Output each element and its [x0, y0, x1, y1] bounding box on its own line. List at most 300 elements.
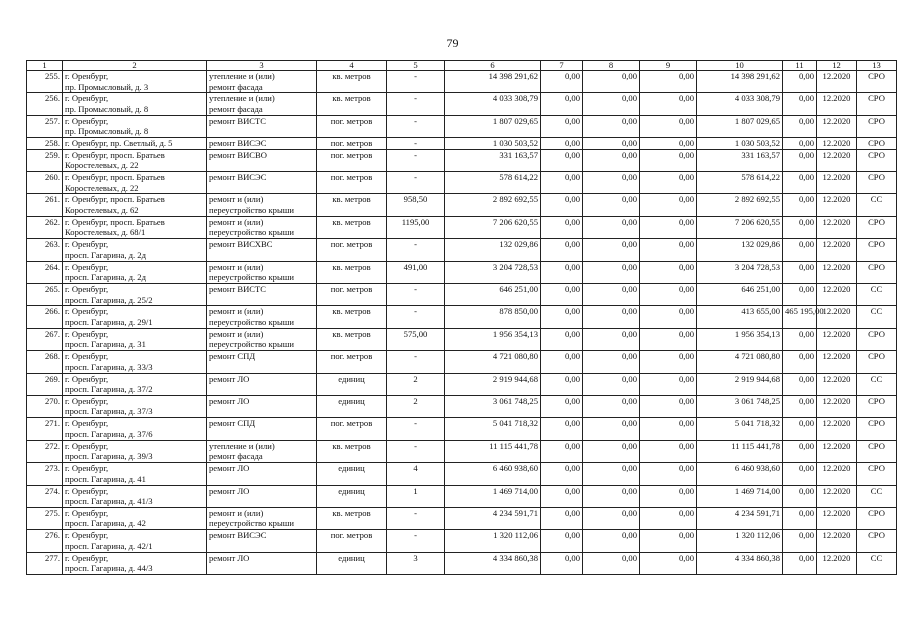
- quantity-cell: -: [387, 149, 445, 171]
- unit-cell: пог. метров: [317, 172, 387, 194]
- col9-cell: 0,00: [640, 93, 697, 115]
- total-cost-cell: 132 029,86: [445, 239, 541, 261]
- quantity-cell: -: [387, 530, 445, 552]
- col9-cell: 0,00: [640, 463, 697, 485]
- table-row: [27, 239, 897, 261]
- quantity-cell: 1: [387, 485, 445, 507]
- unit-cell: кв. метров: [317, 93, 387, 115]
- work-type-cell: [207, 306, 317, 328]
- col11-cell: 0,00: [783, 194, 817, 216]
- col10-cell: 1 320 112,06: [697, 530, 783, 552]
- work-type-cell: [207, 351, 317, 373]
- col7-cell: 0,00: [541, 172, 583, 194]
- work-type-cell: [207, 552, 317, 574]
- total-cost-cell: 646 251,00: [445, 284, 541, 306]
- method-cell: СРО: [857, 440, 897, 462]
- column-number-10: 10: [697, 61, 783, 71]
- col10-cell: 646 251,00: [697, 284, 783, 306]
- work-type-line-1: ремонт ЛО: [209, 552, 250, 563]
- col10-cell: 14 398 291,62: [697, 71, 783, 93]
- col11-cell: 0,00: [783, 172, 817, 194]
- table-body: [27, 61, 897, 575]
- deadline-cell: 12.2020: [817, 507, 857, 529]
- work-type-cell: [207, 485, 317, 507]
- total-cost-cell: 4 234 591,71: [445, 507, 541, 529]
- col10-cell: 4 033 308,79: [697, 93, 783, 115]
- column-number-8: 8: [583, 61, 640, 71]
- row-number: 262.: [27, 216, 63, 238]
- quantity-cell: 2: [387, 373, 445, 395]
- column-number-12: 12: [817, 61, 857, 71]
- quantity-cell: -: [387, 138, 445, 150]
- col10-cell: 4 234 591,71: [697, 507, 783, 529]
- work-type-line-1: ремонт и (или): [209, 261, 264, 272]
- address-line-1: г. Оренбург,: [65, 306, 109, 317]
- quantity-cell: 2: [387, 395, 445, 417]
- address-cell: [63, 373, 207, 395]
- method-cell: СРО: [857, 138, 897, 150]
- address-cell: [63, 239, 207, 261]
- column-number-9: 9: [640, 61, 697, 71]
- total-cost-cell: 5 041 718,32: [445, 418, 541, 440]
- deadline-cell: 12.2020: [817, 328, 857, 350]
- deadline-cell: 12.2020: [817, 552, 857, 574]
- total-cost-cell: 1 956 354,13: [445, 328, 541, 350]
- address-line-2: просп. Гагарина, д. 42: [65, 518, 146, 529]
- col11-cell: 0,00: [783, 115, 817, 137]
- work-type-line-1: ремонт и (или): [209, 216, 264, 227]
- col7-cell: 0,00: [541, 463, 583, 485]
- address-line-2: Коростелевых, д. 22: [65, 160, 139, 171]
- work-type-line-1: ремонт и (или): [209, 194, 264, 205]
- method-cell: СРО: [857, 507, 897, 529]
- total-cost-cell: 2 892 692,55: [445, 194, 541, 216]
- col7-cell: 0,00: [541, 306, 583, 328]
- col9-cell: 0,00: [640, 194, 697, 216]
- col7-cell: 0,00: [541, 440, 583, 462]
- col7-cell: 0,00: [541, 216, 583, 238]
- method-cell: СРО: [857, 463, 897, 485]
- unit-cell: пог. метров: [317, 351, 387, 373]
- repair-register-table: [26, 60, 897, 575]
- col9-cell: 0,00: [640, 172, 697, 194]
- address-cell: [63, 328, 207, 350]
- col8-cell: 0,00: [583, 463, 640, 485]
- address-line-1: г. Оренбург,: [65, 239, 109, 250]
- row-number: 274.: [27, 485, 63, 507]
- quantity-cell: -: [387, 93, 445, 115]
- unit-cell: пог. метров: [317, 138, 387, 150]
- work-type-cell: [207, 172, 317, 194]
- col11-cell: 0,00: [783, 216, 817, 238]
- table-row: [27, 284, 897, 306]
- unit-cell: кв. метров: [317, 261, 387, 283]
- work-type-cell: [207, 507, 317, 529]
- work-type-line-1: ремонт ВИСЭС: [209, 172, 267, 183]
- work-type-line-2: переустройство крыши: [209, 227, 294, 238]
- col9-cell: 0,00: [640, 507, 697, 529]
- method-cell: СРО: [857, 216, 897, 238]
- quantity-cell: -: [387, 351, 445, 373]
- address-cell: [63, 115, 207, 137]
- table-row: [27, 485, 897, 507]
- row-number: 267.: [27, 328, 63, 350]
- work-type-line-1: ремонт и (или): [209, 507, 264, 518]
- address-line-2: просп. Гагарина, д. 44/3: [65, 563, 153, 574]
- work-type-cell: [207, 530, 317, 552]
- table-row: [27, 194, 897, 216]
- col11-cell: 0,00: [783, 149, 817, 171]
- method-cell: СС: [857, 306, 897, 328]
- col9-cell: 0,00: [640, 261, 697, 283]
- col11-cell: 0,00: [783, 239, 817, 261]
- col8-cell: 0,00: [583, 93, 640, 115]
- address-cell: [63, 463, 207, 485]
- work-type-line-1: утепление и (или): [209, 93, 275, 104]
- col9-cell: 0,00: [640, 418, 697, 440]
- col11-cell: 0,00: [783, 530, 817, 552]
- method-cell: СРО: [857, 149, 897, 171]
- col7-cell: 0,00: [541, 552, 583, 574]
- address-line-2: пр. Промысловый, д. 3: [65, 81, 149, 92]
- method-cell: СС: [857, 552, 897, 574]
- col11-cell: 0,00: [783, 395, 817, 417]
- address-line-2: просп. Гагарина, д. 37/3: [65, 406, 153, 417]
- unit-cell: кв. метров: [317, 306, 387, 328]
- method-cell: СРО: [857, 172, 897, 194]
- work-type-line-1: ремонт ВИСТС: [209, 284, 267, 295]
- unit-cell: единиц: [317, 485, 387, 507]
- address-line-1: г. Оренбург,: [65, 395, 109, 406]
- unit-cell: пог. метров: [317, 149, 387, 171]
- col9-cell: 0,00: [640, 216, 697, 238]
- unit-cell: кв. метров: [317, 216, 387, 238]
- col9-cell: 0,00: [640, 530, 697, 552]
- deadline-cell: 12.2020: [817, 149, 857, 171]
- address-line-1: г. Оренбург,: [65, 284, 109, 295]
- method-cell: СРО: [857, 530, 897, 552]
- col10-cell: 5 041 718,32: [697, 418, 783, 440]
- table-row: [27, 351, 897, 373]
- col9-cell: 0,00: [640, 149, 697, 171]
- col8-cell: 0,00: [583, 239, 640, 261]
- unit-cell: пог. метров: [317, 284, 387, 306]
- row-number: 273.: [27, 463, 63, 485]
- col11-cell: 0,00: [783, 284, 817, 306]
- work-type-line-1: ремонт СПД: [209, 418, 256, 429]
- col7-cell: 0,00: [541, 138, 583, 150]
- col8-cell: 0,00: [583, 418, 640, 440]
- col8-cell: 0,00: [583, 71, 640, 93]
- address-cell: [63, 149, 207, 171]
- col10-cell: 6 460 938,60: [697, 463, 783, 485]
- address-cell: [63, 507, 207, 529]
- row-number: 260.: [27, 172, 63, 194]
- unit-cell: кв. метров: [317, 194, 387, 216]
- work-type-cell: [207, 418, 317, 440]
- row-number: 256.: [27, 93, 63, 115]
- address-cell: [63, 552, 207, 574]
- address-line-1: г. Оренбург,: [65, 93, 109, 104]
- col8-cell: 0,00: [583, 172, 640, 194]
- address-line-2: просп. Гагарина, д. 37/2: [65, 384, 153, 395]
- work-type-line-1: ремонт и (или): [209, 306, 264, 317]
- address-cell: [63, 306, 207, 328]
- work-type-cell: [207, 373, 317, 395]
- deadline-cell: 12.2020: [817, 351, 857, 373]
- row-number: 257.: [27, 115, 63, 137]
- unit-cell: кв. метров: [317, 440, 387, 462]
- method-cell: СРО: [857, 115, 897, 137]
- work-type-cell: [207, 71, 317, 93]
- unit-cell: кв. метров: [317, 328, 387, 350]
- deadline-cell: 12.2020: [817, 485, 857, 507]
- col11-cell: 0,00: [783, 552, 817, 574]
- row-number: 266.: [27, 306, 63, 328]
- address-line-1: г. Оренбург,: [65, 115, 109, 126]
- table-row: [27, 373, 897, 395]
- deadline-cell: 12.2020: [817, 530, 857, 552]
- method-cell: СС: [857, 284, 897, 306]
- method-cell: СС: [857, 194, 897, 216]
- deadline-cell: 12.2020: [817, 261, 857, 283]
- address-cell: [63, 261, 207, 283]
- row-number: 271.: [27, 418, 63, 440]
- col8-cell: 0,00: [583, 284, 640, 306]
- table-row: [27, 93, 897, 115]
- total-cost-cell: 4 334 860,38: [445, 552, 541, 574]
- column-number-11: 11: [783, 61, 817, 71]
- row-number: 276.: [27, 530, 63, 552]
- work-type-line-1: ремонт ВИСХВС: [209, 239, 273, 250]
- deadline-cell: 12.2020: [817, 284, 857, 306]
- col11-cell: 0,00: [783, 261, 817, 283]
- col10-cell: 7 206 620,55: [697, 216, 783, 238]
- col7-cell: 0,00: [541, 507, 583, 529]
- table-row: [27, 440, 897, 462]
- col8-cell: 0,00: [583, 115, 640, 137]
- work-type-cell: [207, 395, 317, 417]
- col7-cell: 0,00: [541, 93, 583, 115]
- deadline-cell: 12.2020: [817, 115, 857, 137]
- address-line-2: Коростелевых, д. 68/1: [65, 227, 146, 238]
- total-cost-cell: 2 919 944,68: [445, 373, 541, 395]
- col10-cell: 1 030 503,52: [697, 138, 783, 150]
- address-line-1: г. Оренбург,: [65, 328, 109, 339]
- col7-cell: 0,00: [541, 351, 583, 373]
- address-line-2: просп. Гагарина, д. 25/2: [65, 294, 153, 305]
- table-row: [27, 71, 897, 93]
- table-row: [27, 216, 897, 238]
- col11-cell: 0,00: [783, 485, 817, 507]
- col9-cell: 0,00: [640, 71, 697, 93]
- deadline-cell: 12.2020: [817, 395, 857, 417]
- col10-cell: 1 807 029,65: [697, 115, 783, 137]
- total-cost-cell: 1 469 714,00: [445, 485, 541, 507]
- quantity-cell: -: [387, 418, 445, 440]
- address-line-2: просп. Гагарина, д. 41/3: [65, 496, 153, 507]
- col11-cell: 0,00: [783, 418, 817, 440]
- col8-cell: 0,00: [583, 149, 640, 171]
- unit-cell: пог. метров: [317, 530, 387, 552]
- col9-cell: 0,00: [640, 440, 697, 462]
- quantity-cell: -: [387, 115, 445, 137]
- address-cell: [63, 440, 207, 462]
- address-line-1: г. Оренбург,: [65, 507, 109, 518]
- deadline-cell: 12.2020: [817, 138, 857, 150]
- table-row: [27, 138, 897, 150]
- col7-cell: 0,00: [541, 149, 583, 171]
- col11-cell: 0,00: [783, 93, 817, 115]
- address-line-2: Коростелевых, д. 62: [65, 204, 139, 215]
- address-cell: [63, 485, 207, 507]
- row-number: 258.: [27, 138, 63, 150]
- quantity-cell: 491,00: [387, 261, 445, 283]
- col8-cell: 0,00: [583, 440, 640, 462]
- col8-cell: 0,00: [583, 351, 640, 373]
- col10-cell: 4 721 080,80: [697, 351, 783, 373]
- unit-cell: пог. метров: [317, 418, 387, 440]
- work-type-line-1: утепление и (или): [209, 71, 275, 81]
- work-type-line-2: переустройство крыши: [209, 518, 294, 529]
- column-number-4: 4: [317, 61, 387, 71]
- work-type-line-1: ремонт ВИСЭС: [209, 530, 267, 541]
- address-cell: [63, 93, 207, 115]
- col7-cell: 0,00: [541, 395, 583, 417]
- unit-cell: единиц: [317, 373, 387, 395]
- total-cost-cell: 331 163,57: [445, 149, 541, 171]
- table-row: [27, 328, 897, 350]
- col11-cell: 0,00: [783, 440, 817, 462]
- total-cost-cell: 1 320 112,06: [445, 530, 541, 552]
- work-type-line-1: ремонт ЛО: [209, 373, 250, 384]
- col11-cell: 465 195,00: [783, 306, 817, 328]
- col7-cell: 0,00: [541, 194, 583, 216]
- col8-cell: 0,00: [583, 328, 640, 350]
- col7-cell: 0,00: [541, 418, 583, 440]
- unit-cell: единиц: [317, 395, 387, 417]
- row-number: 265.: [27, 284, 63, 306]
- col9-cell: 0,00: [640, 485, 697, 507]
- col8-cell: 0,00: [583, 261, 640, 283]
- address-line-1: г. Оренбург, пр. Светлый, д. 5: [65, 138, 173, 149]
- col7-cell: 0,00: [541, 239, 583, 261]
- row-number: 272.: [27, 440, 63, 462]
- unit-cell: пог. метров: [317, 115, 387, 137]
- work-type-cell: [207, 194, 317, 216]
- col11-cell: 0,00: [783, 351, 817, 373]
- total-cost-cell: 4 033 308,79: [445, 93, 541, 115]
- work-type-line-2: переустройство крыши: [209, 272, 294, 283]
- col9-cell: 0,00: [640, 306, 697, 328]
- row-number: 259.: [27, 149, 63, 171]
- table-row: [27, 418, 897, 440]
- total-cost-cell: 878 850,00: [445, 306, 541, 328]
- col10-cell: 578 614,22: [697, 172, 783, 194]
- work-type-cell: [207, 239, 317, 261]
- col9-cell: 0,00: [640, 284, 697, 306]
- address-cell: [63, 216, 207, 238]
- address-cell: [63, 284, 207, 306]
- quantity-cell: -: [387, 172, 445, 194]
- col9-cell: 0,00: [640, 138, 697, 150]
- deadline-cell: 12.2020: [817, 463, 857, 485]
- table-row: [27, 306, 897, 328]
- column-number-2: 2: [63, 61, 207, 71]
- col9-cell: 0,00: [640, 395, 697, 417]
- col8-cell: 0,00: [583, 507, 640, 529]
- table-row: [27, 507, 897, 529]
- quantity-cell: 3: [387, 552, 445, 574]
- table-row: [27, 149, 897, 171]
- address-line-1: г. Оренбург,: [65, 440, 109, 451]
- address-line-2: пр. Промысловый, д. 8: [65, 126, 149, 137]
- row-number: 264.: [27, 261, 63, 283]
- col9-cell: 0,00: [640, 373, 697, 395]
- work-type-line-1: ремонт ЛО: [209, 395, 250, 406]
- work-type-cell: [207, 328, 317, 350]
- quantity-cell: 958,50: [387, 194, 445, 216]
- method-cell: СРО: [857, 328, 897, 350]
- column-number-6: 6: [445, 61, 541, 71]
- quantity-cell: -: [387, 71, 445, 93]
- address-cell: [63, 395, 207, 417]
- col10-cell: 3 204 728,53: [697, 261, 783, 283]
- total-cost-cell: 3 061 748,25: [445, 395, 541, 417]
- quantity-cell: 1195,00: [387, 216, 445, 238]
- work-type-line-1: ремонт ВИСЭС: [209, 138, 267, 149]
- col9-cell: 0,00: [640, 351, 697, 373]
- work-type-line-2: переустройство крыши: [209, 339, 294, 350]
- deadline-cell: 12.2020: [817, 440, 857, 462]
- work-type-cell: [207, 440, 317, 462]
- method-cell: СРО: [857, 418, 897, 440]
- total-cost-cell: 7 206 620,55: [445, 216, 541, 238]
- address-cell: [63, 418, 207, 440]
- row-number: 275.: [27, 507, 63, 529]
- deadline-cell: 12.2020: [817, 239, 857, 261]
- col7-cell: 0,00: [541, 328, 583, 350]
- address-line-1: г. Оренбург,: [65, 552, 109, 563]
- work-type-line-1: ремонт ВИСВО: [209, 149, 267, 160]
- address-line-2: просп. Гагарина, д. 37/6: [65, 428, 153, 439]
- work-type-cell: [207, 138, 317, 150]
- col8-cell: 0,00: [583, 138, 640, 150]
- col9-cell: 0,00: [640, 552, 697, 574]
- col10-cell: 413 655,00: [697, 306, 783, 328]
- unit-cell: пог. метров: [317, 239, 387, 261]
- col8-cell: 0,00: [583, 194, 640, 216]
- total-cost-cell: 6 460 938,60: [445, 463, 541, 485]
- work-type-line-1: ремонт и (или): [209, 328, 264, 339]
- work-type-line-1: ремонт СПД: [209, 351, 256, 362]
- col10-cell: 11 115 441,78: [697, 440, 783, 462]
- address-line-1: г. Оренбург,: [65, 71, 109, 81]
- deadline-cell: 12.2020: [817, 172, 857, 194]
- col11-cell: 0,00: [783, 373, 817, 395]
- col7-cell: 0,00: [541, 530, 583, 552]
- col10-cell: 1 956 354,13: [697, 328, 783, 350]
- unit-cell: кв. метров: [317, 507, 387, 529]
- total-cost-cell: 1 030 503,52: [445, 138, 541, 150]
- col7-cell: 0,00: [541, 71, 583, 93]
- table-row: [27, 261, 897, 283]
- quantity-cell: -: [387, 239, 445, 261]
- unit-cell: единиц: [317, 463, 387, 485]
- method-cell: СС: [857, 485, 897, 507]
- method-cell: СРО: [857, 351, 897, 373]
- row-number: 269.: [27, 373, 63, 395]
